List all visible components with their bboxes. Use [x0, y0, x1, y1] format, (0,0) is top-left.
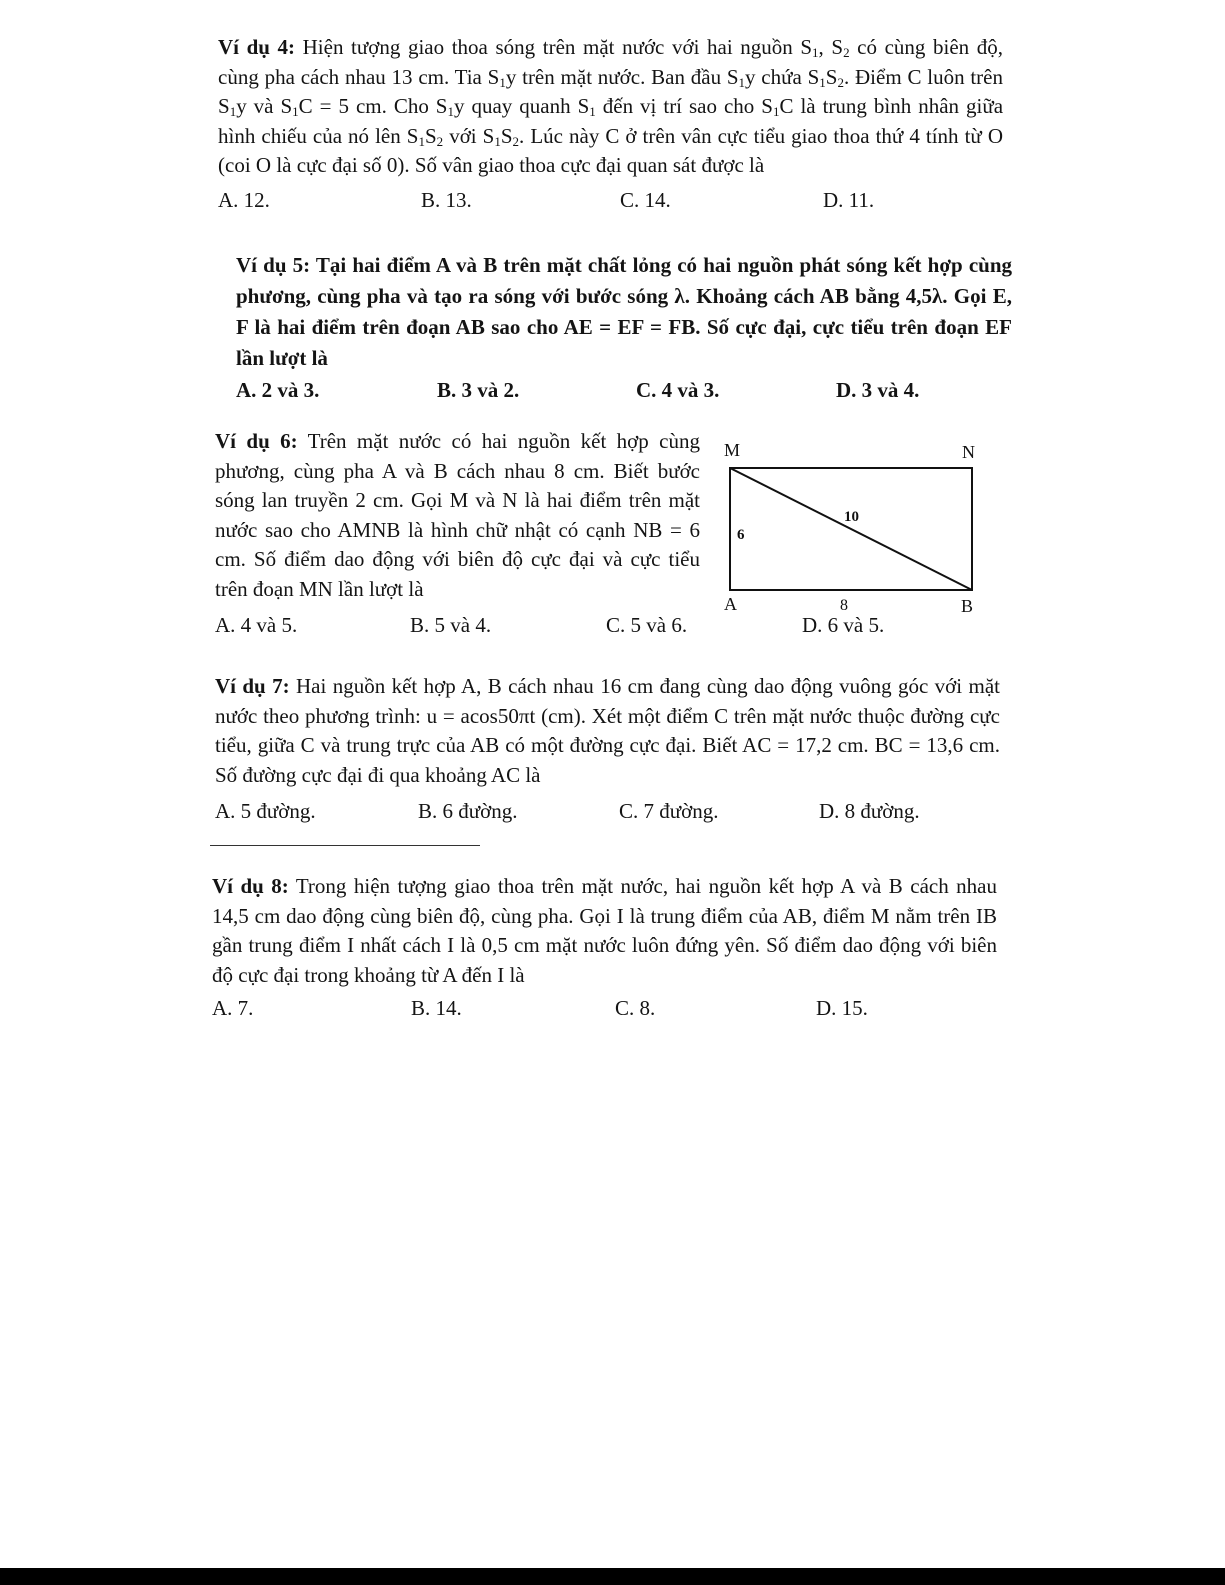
label-diagonal-10: 10 — [844, 509, 859, 525]
answer-c: C. 5 và 6. — [606, 613, 688, 637]
answer-b: B. 6 đường. — [418, 799, 518, 823]
example-5-label: Ví dụ 5: — [236, 253, 311, 277]
answer-c: C. 8. — [615, 996, 656, 1020]
diagonal-mb — [730, 468, 972, 590]
example-6-answers — [215, 613, 995, 643]
example-8-question: Ví dụ 8: Trong hiện tượng giao thoa trên mặt nước, hai nguồn kết hợp A và B cách nhau 14,5 cm dao động cùng biên độ, cùng pha. Gọi I là trung điểm của AB, điểm M nằm trên IB gần trung điểm I nhất cách I là 0,5 cm mặt nước luôn đứng yên. Số điểm dao động với biên độ cực đại trong khoảng từ A đến I là — [212, 874, 998, 987]
answer-d: D. 15. — [816, 996, 868, 1020]
example-6-label: Ví dụ 6: — [215, 429, 298, 453]
answer-d: D. 3 và 4. — [836, 378, 920, 402]
answer-b: B. 3 và 2. — [437, 378, 520, 402]
answer-a: A. 7. — [212, 996, 254, 1020]
example-8-label: Ví dụ 8: — [212, 874, 289, 898]
answer-a: A. 2 và 3. — [236, 378, 320, 402]
rectangle-amnb-figure — [715, 430, 995, 620]
example-5-answers — [236, 378, 1016, 408]
label-side-6: 6 — [737, 527, 745, 543]
answer-a: A. 5 đường. — [215, 799, 316, 823]
example-6-question: Ví dụ 6: Trên mặt nước có hai nguồn kết hợp cùng phương, cùng pha A và B cách nhau 8 cm. Biết bước sóng lan truyền 2 cm. Gọi M và N là hai điểm trên mặt nước sao cho AMNB là hình chữ nhật có cạnh NB = 6 cm. Số điểm dao động với biên độ cực đại và cực tiểu trên đoạn MN lần lượt là — [215, 429, 700, 601]
label-b: B — [961, 596, 974, 616]
example-4-answers — [218, 188, 998, 218]
answer-d: D. 8 đường. — [819, 799, 920, 823]
answer-c: C. 4 và 3. — [636, 378, 720, 402]
example-7-question: Ví dụ 7: Hai nguồn kết hợp A, B cách nhau 16 cm đang cùng dao động vuông góc với mặt nước theo phương trình: u = acos50πt (cm). Xét một điểm C trên mặt nước thuộc đường cực tiểu, giữa C và trung trực của AB có một đường cực đại. Biết AC = 17,2 cm. BC = 13,6 cm. Số đường cực đại đi qua khoảng AC là — [215, 674, 1000, 787]
answer-b: B. 5 và 4. — [410, 613, 492, 637]
example-8-answers — [212, 996, 992, 1026]
scan-bottom-edge — [0, 1568, 1225, 1585]
example-5-question: Ví dụ 5: Tại hai điểm A và B trên mặt chất lỏng có hai nguồn phát sóng kết hợp cùng phương, cùng pha và tạo ra sóng với bước sóng λ. Khoảng cách AB bằng 4,5λ. Gọi E, F là hai điểm trên đoạn AB sao cho AE = EF = FB. Số cực đại, cực tiểu trên đoạn EF lần lượt là — [236, 253, 1012, 370]
answer-c: C. 14. — [620, 188, 671, 212]
separator-line — [210, 845, 480, 846]
example-4-label: Ví dụ 4: — [218, 35, 296, 59]
answer-c: C. 7 đường. — [619, 799, 719, 823]
example-7-answers — [215, 799, 995, 829]
answer-d: D. 6 và 5. — [802, 613, 885, 637]
answer-b: B. 13. — [421, 188, 472, 212]
answer-a: A. 12. — [218, 188, 270, 212]
example-4-question: Ví dụ 4: Hiện tượng giao thoa sóng trên mặt nước với hai nguồn $S_1$, $S_2$ có cùng biên độ, cùng pha cách nhau 13 cm. Tia $S_1y$ trên mặt nước. Ban đầu $S_1y$ chứa $S_1S_2$. Điểm C luôn trên $S_1y$ và $S_1C = 5$ cm. Cho $S_1y$ quay quanh $S_1$ đến vị trí sao cho $S_1C$ là trung bình nhân giữa hình chiếu của nó lên $S_1S_2$ với $S_1S_2$. Lúc này C ở trên vân cực tiểu giao thoa thứ 4 tính từ O (coi O là cực đại số 0). Số vân giao thoa cực đại quan sát được là — [218, 35, 1004, 177]
label-m: M — [724, 440, 741, 460]
answer-d: D. 11. — [823, 188, 875, 212]
answer-b: B. 14. — [411, 996, 462, 1020]
label-n: N — [962, 442, 975, 462]
label-base-8: 8 — [840, 597, 848, 614]
example-7-label: Ví dụ 7: — [215, 674, 290, 698]
label-a: A — [724, 594, 737, 614]
answer-a: A. 4 và 5. — [215, 613, 298, 637]
